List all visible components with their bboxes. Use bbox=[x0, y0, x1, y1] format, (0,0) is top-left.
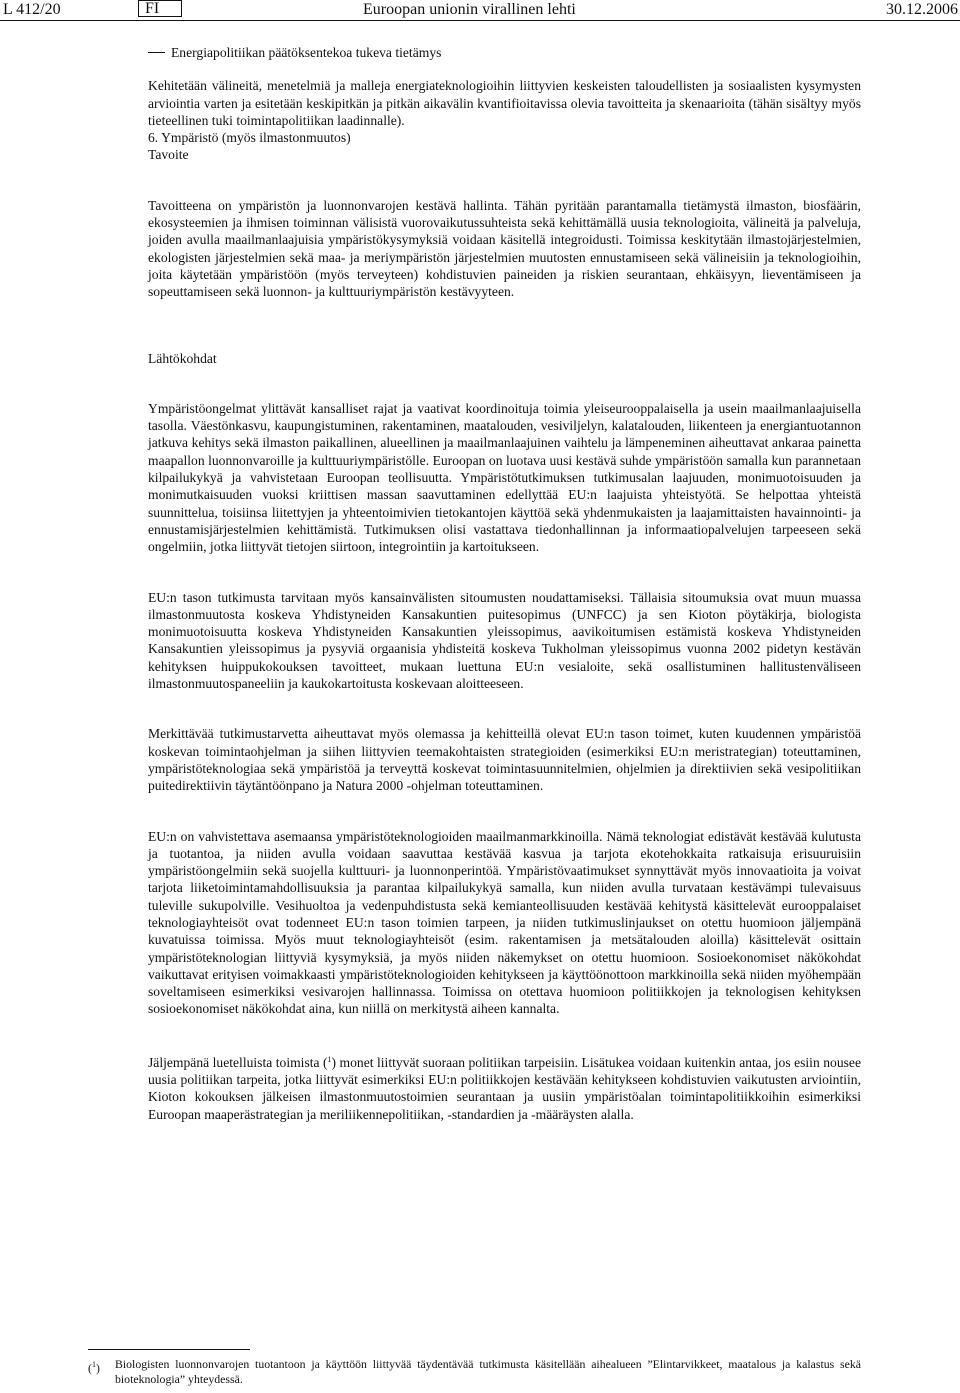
footnote-reference[interactable]: 1 bbox=[327, 1054, 332, 1064]
language-box: FI bbox=[138, 0, 182, 17]
objective-heading: Tavoite bbox=[148, 147, 189, 163]
publication-date: 30.12.2006 bbox=[886, 1, 958, 18]
main-content bbox=[148, 44, 861, 1123]
journal-title: Euroopan unionin virallinen lehti bbox=[363, 1, 576, 18]
em-dash bbox=[148, 52, 165, 53]
page-header bbox=[0, 0, 960, 22]
objective-paragraph: Tavoitteena on ympäristön ja luonnonvarojen kestävä hallinta. Tähän pyritään parantamalla tietämystä ilmaston, biosfäärin, ekosysteemien ja ihmisen toiminnan välisistä vuorovaikutussuhteista sekä kehittämällä uusia teknologioita, välineitä ja palveluja, joiden avulla maailmanlaajuisia ympäristökysymyksiä voidaan käsitellä integroidusti. Toimissa keskitytään ilmastojärjestelmien, ekologisten järjestelmien sekä maa- ja meriympäristön järjestelmien muutosten ennustamiseen sekä välineisiin ja teknologioihin, joita käytetään ympäristöön (myös terveyteen) kohdistuvien paineiden ja riskien seurantaan, ehkäisyyn, lieventämiseen ja sopeuttamiseen sekä luonnon- ja kulttuuriympäristön kestävyyteen. bbox=[148, 197, 861, 300]
intro-heading: Energiapolitiikan päätöksentekoa tukeva tietämys bbox=[148, 44, 861, 61]
page-number: L 412/20 bbox=[3, 1, 61, 18]
rationale-paragraph-1: Ympäristöongelmat ylittävät kansalliset rajat ja vaativat koordinoituja toimia yleiseurooppalaisella ja usein maailmanlaajuisella tasolla. Väestönkasvu, kaupungistuminen, rakentaminen, maatalouden, vesiviljelyn, kalatalouden, liikenteen ja energiantuotannon jatkuva kehitys sekä ilmaston paikallinen, alueellinen ja maailmanlaajuinen vaihtelu ja lämpeneminen aiheuttavat ankaraa painetta maapallon luonnonvaroille ja kulttuuriympäristölle. Euroopan on luotava uusi kestävä suhde ympäristöön samalla kun parannetaan kilpailukykyä ja vahvistetaan Euroopan teollisuutta. Ympäristötutkimuksen tutkimusalan laajuuden, monimuotoisuuden ja monimutkaisuuden vuoksi kriittisen massan saavuttaminen edellyttää EU:n laajuista yhteistyötä. Se helpottaa yhteistä suunnittelua, toisiinsa liitettyjen ja yhteentoimivien tietokantojen käyttöä sekä yhdenmukaisten ja laajamittaisten havainnointi- ja ennustamisjärjestelmien kehittämistä. Tutkimuksen olisi vastattava tiedonhallinnan ja informaatiopalvelujen tarpeeseen sekä ongelmiin, jotka liittyvät tietojen siirtoon, integrointiin ja kartoitukseen. bbox=[148, 400, 861, 555]
footnote-number: ($^1$) bbox=[88, 1360, 100, 1375]
header-rule bbox=[0, 20, 960, 21]
rationale-paragraph-4: EU:n on vahvistettava asemaansa ympäristöteknologioiden maailmanmarkkinoilla. Nämä teknologiat edistävät kestävää kulutusta ja tuotantoa, ja niiden avulla voidaan saavuttaa kestävää kasvua ja tarjota ekotehokkaita ratkaisuja erisuuruisiin ympäristöongelmiin sekä suojella kulttuuri- ja luonnonperintöä. Ympäristövaatimukset synnyttävät myös innovaatioita ja voivat tarjota liiketoimintamahdollisuuksia ja parantaa kilpailukykyä samalla, kun niiden avulla turvataan kestävämpi tulevaisuus tuleville sukupolville. Vesihuoltoa ja vedenpuhdistusta sekä kemianteollisuuden kestävää kehitystä käsittelevät eurooppalaiset teknologiayhteisöt ovat todenneet EU:n tason toimien tarpeen, ja niiden tutkimuslinjaukset on otettu huomioon jäljempänä kuvatuissa toimissa. Myös muut teknologiayhteisöt (esim. rakentamisen ja metsätalouden aloilla) käsittelevät osittain ympäristöteknologian liittyviä kysymyksiä, ja myös niiden näkemykset on otettu huomioon. Sosioekonomiset näkökohdat vaikuttavat erityisen voimakkaasti ympäristöteknologioiden kehitykseen ja käyttöönottoon markkinoilla sekä niiden myöhempään soveltamiseen esimerkiksi vesivarojen hallinnassa. Toimissa on otettava huomioon politiikkojen ja teknologisen kehityksen sosioekonomiset näkökohdat aina, kun niillä on merkitystä aiheen kannalta. bbox=[148, 828, 861, 1017]
footnote-text: Biologisten luonnonvarojen tuotantoon ja käyttöön liittyvää täydentävää tutkimusta käsitellään aihealueen ”Elintarvikkeet, maatalous ja kalastus sekä bioteknologia” yhteydessä. bbox=[115, 1357, 861, 1386]
rationale-paragraph-5: Jäljempänä luetelluista toimista ($^1$) monet liittyvät suoraan politiikan tarpeisiin. Lisätukea voidaan kuitenkin antaa, jos esiin nousee uusia politiikan tarpeita, jotka liittyvät esimerkiksi EU:n politiikkojen kestävään kehitykseen kohdistuvien vaikutusten arviointiin, Kioton kokouksen jälkeisen ilmastonmuutostoimien seurantaan ja uusiin ympäristöalan toimintapolitiikkoihin esimerkiksi Euroopan maaperästrategian ja meriliikennepolitiikan, -standardien ja -määräysten alalla. bbox=[148, 1054, 861, 1122]
rationale-paragraph-2: EU:n tason tutkimusta tarvitaan myös kansainvälisten sitoumusten noudattamiseksi. Tällaisia sitoumuksia ovat muun muassa ilmastonmuutosta koskeva Yhdistyneiden Kansakuntien puitesopimus (UNFCC) ja sen Kioton pöytäkirja, biologista monimuotoisuutta koskeva Yhdistyneiden Kansakuntien yleissopimus, aavikoitumisen estämistä koskeva Yhdistyneiden Kansakuntien yleissopimus ja pysyviä orgaanisia yhdisteitä koskeva Tukholman yleissopimus vuonna 2002 pidetyn kestävän kehityksen huippukokouksen tavoitteet, mukaan luettuna EU:n vesialoite, sekä osallistuminen hallitustenväliseen ilmastonmuutospaneeliin ja kaukokartoitusta koskevaan aloitteeseen. bbox=[148, 589, 861, 692]
rationale-heading: Lähtökohdat bbox=[148, 350, 217, 366]
rationale-paragraph-3: Merkittävää tutkimustarvetta aiheuttavat myös olemassa ja kehitteillä olevat EU:n tason toimet, kuten kuudennen ympäristöä koskevan toimintaohjelman ja siihen liittyvien teemakohtaisten strategioiden (esimerkiksi EU:n meristrategian) toteuttaminen, ympäristöteknologiaa sekä ympäristöä ja terveyttä koskevat toimintasuunnitelmien, ohjelmien ja direktiivien sekä vesipolitiikan puitedirektiivin täytäntöönpano ja Natura 2000 -ohjelman toteuttaminen. bbox=[148, 726, 861, 794]
section-title: 6. Ympäristö (myös ilmastonmuutos) bbox=[148, 130, 351, 146]
footnote bbox=[88, 1357, 861, 1387]
footnote-rule bbox=[88, 1349, 250, 1350]
intro-paragraph: Kehitetään välineitä, menetelmiä ja malleja energiateknologioihin liittyvien keskeisten taloudellisten ja sosiaalisten kysymysten arviointia varten ja esitetään keskipitkän ja pitkän aikavälin kvantifioitavissa olevia tavoitteita ja skenaarioita (tähän sisältyy myös tieteellinen tuki toimintapolitiikan laadinnalle). bbox=[148, 78, 861, 128]
